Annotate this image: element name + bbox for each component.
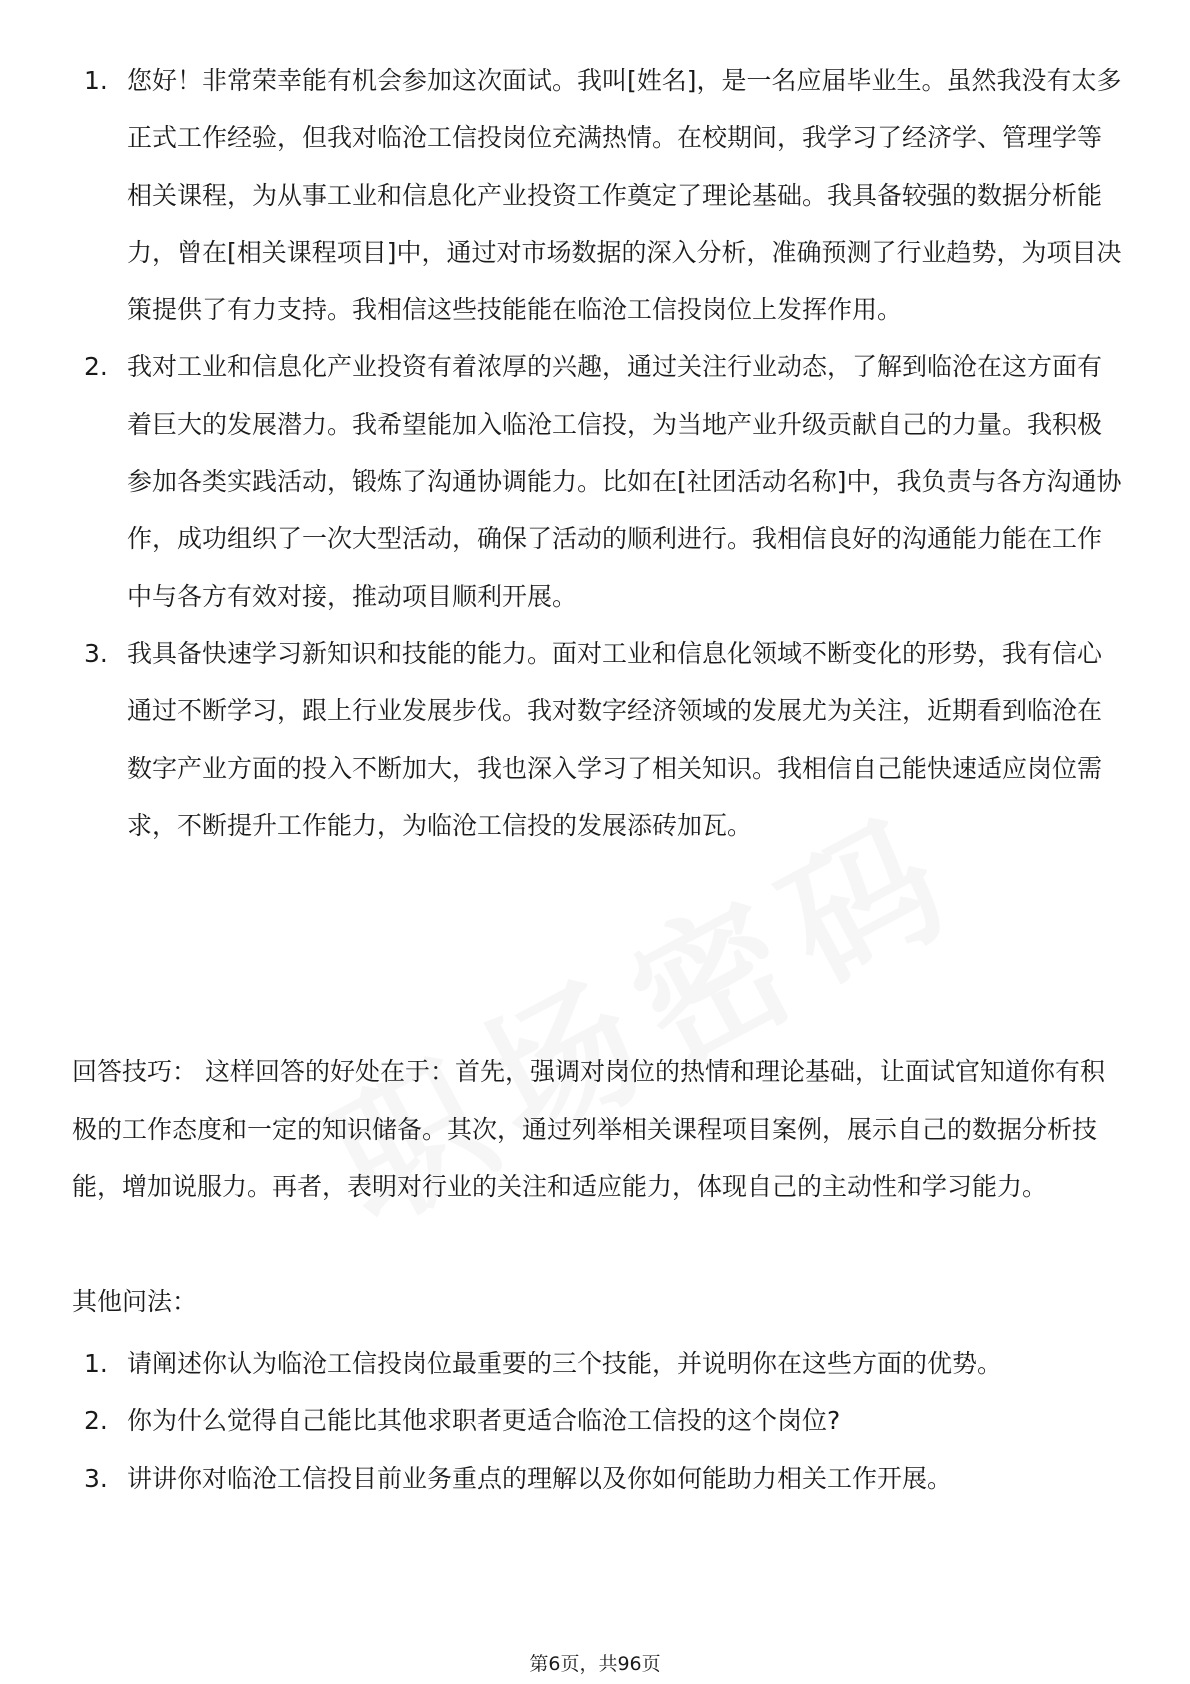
other-questions-list: [84, 1335, 1124, 1507]
list-item: [84, 338, 1124, 624]
list-item-number: 1.: [84, 66, 108, 95]
list-item-text: 你为什么觉得自己能比其他求职者更适合临沧工信投的这个岗位?: [127, 1406, 841, 1436]
list-item-number: 1.: [84, 1349, 108, 1378]
list-item-number: 2.: [84, 352, 108, 382]
list-item-text: 讲讲你对临沧工信投目前业务重点的理解以及你如何能助力相关工作开展。: [127, 1463, 953, 1493]
list-item-number: 3.: [84, 638, 108, 668]
list-item: [84, 1392, 1124, 1449]
other-questions-heading: 其他问法：: [72, 1287, 198, 1316]
list-item-text: 请阐述你认为临沧工信投岗位最重要的三个技能，并说明你在这些方面的优势。: [127, 1349, 1003, 1378]
list-item: [84, 1335, 1124, 1392]
answer-list: [84, 52, 1124, 854]
list-item-text: 我对工业和信息化产业投资有着浓厚的兴趣，通过关注行业动态，了解到临沧在这方面有着巨大的发展潜力。我希望能加入临沧工信投，为当地产业升级贡献自己的力量。我积极参加各类实践活动，锻炼了沟通协调能力。比如在[社团活动名称]中，我负责与各方沟通协作，成功组织了一次大型活动，确保了活动的顺利进行。我相信良好的沟通能力能在工作中与各方有效对接，推动项目顺利开展。: [127, 352, 1122, 611]
list-item-number: 2.: [84, 1406, 108, 1436]
list-item-text: 我具备快速学习新知识和技能的能力。面对工业和信息化领域不断变化的形势，我有信心通过不断学习，跟上行业发展步伐。我对数字经济领域的发展尤为关注，近期看到临沧在数字产业方面的投入不断加大，我也深入学习了相关知识。我相信自己能快速适应岗位需求，不断提升工作能力，为临沧工信投的发展添砖加瓦。: [127, 638, 1103, 840]
list-item-number: 3.: [84, 1463, 108, 1493]
list-item: [84, 1450, 1124, 1507]
list-item: [84, 52, 1124, 338]
answer-tips-paragraph: 回答技巧： 这样回答的好处在于：首先，强调对岗位的热情和理论基础，让面试官知道你有积极的工作态度和一定的知识储备。其次，通过列举相关课程项目案例，展示自己的数据分析技能，增加说服力。再者，表明对行业的关注和适应能力，体现自己的主动性和学习能力。: [72, 1057, 1105, 1201]
list-item-text: 您好！非常荣幸能有机会参加这次面试。我叫[姓名]，是一名应届毕业生。虽然我没有太多正式工作经验，但我对临沧工信投岗位充满热情。在校期间，我学习了经济学、管理学等相关课程，为从事工业和信息化产业投资工作奠定了理论基础。我具备较强的数据分析能力，曾在[相关课程项目]中，通过对市场数据的深入分析，准确预测了行业趋势，为项目决策提供了有力支持。我相信这些技能能在临沧工信投岗位上发挥作用。: [127, 66, 1122, 325]
list-item: [84, 625, 1124, 854]
page-footer: 第6页，共96页: [529, 1653, 661, 1675]
